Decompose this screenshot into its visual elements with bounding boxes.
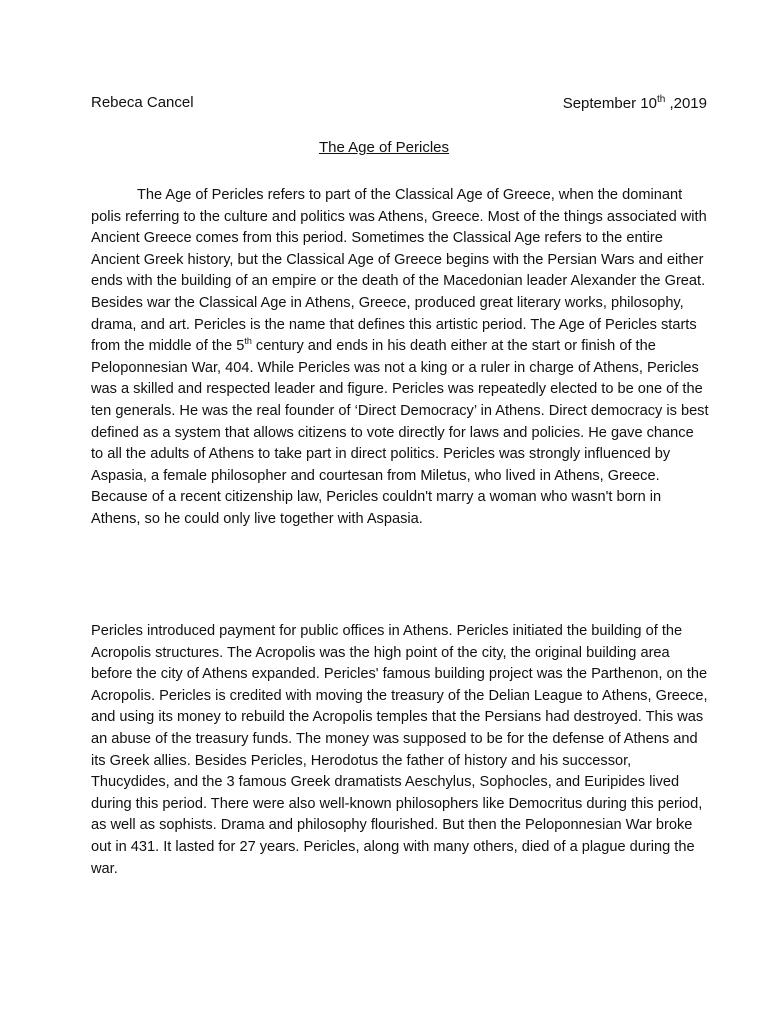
paragraph-2: Pericles introduced payment for public offices in Athens. Pericles initiated the building of the Acropolis structures. The Acropolis was the high point of the city, the original building area before the city of Athens expanded. Pericles' famous building project was the Parthenon, on the Acropolis. Pericles is credited with moving the treasury of the Delian League to Athens, Greece, and using its money to rebuild the Acropolis temples that the Persians had destroyed. This was an abuse of the treasury funds. The money was supposed to be for the defense of Athens and its Greek allies. Besides Pericles, Herodotus the father of history and his successor, Thucydides, and the 3 famous Greek dramatists Aeschylus, Sophocles, and Euripides lived during this period. There were also well-known philosophers like Democritus during this period, as well as sophists. Drama and philosophy flourished. But then the Peloponnesian War broke out in 431. It lasted for 27 years. Pericles, along with many others, died of a plague during the war. (91, 623, 708, 877)
date-superscript: th (656, 94, 666, 105)
author-name: Rebeca Cancel (91, 94, 194, 111)
paragraph-1-superscript: th (244, 336, 252, 347)
document-date (563, 94, 707, 112)
paragraph-1-part-2: century and ends in his death either at the start or finish of the Peloponnesian War, 404. While Pericles was not a king or a ruler in charge of Athens, Pericles was a skilled and respected leader and figure. Pericles was repeatedly elected to be one of the ten generals. He was the real founder of ‘Direct Democracy’ in Athens. Direct democracy is best defined as a system that allows citizens to vote directly for laws and policies. He gave chance to all the adults of Athens to take part in direct politics. Pericles was strongly influenced by Aspasia, a female philosopher and courtesan from Miletus, who lived in Athens, Greece. Because of a recent citizenship law, Pericles couldn't marry a woman who wasn't born in Athens, so he could only live together with Aspasia. (91, 338, 709, 527)
paragraph-1-part-1: The Age of Pericles refers to part of the Classical Age of Greece, when the dominant polis referring to the culture and politics was Athens, Greece. Most of the things associated with Ancient Greece comes from this period. Sometimes the Classical Age refers to the entire Ancient Greek history, but the Classical Age of Greece begins with the Persian Wars and either ends with the building of an empire or the death of the Macedonian leader Alexander the Great. Besides war the Classical Age in Athens, Greece, produced great literary works, philosophy, drama, and art. Pericles is the name that defines this artistic period. The Age of Pericles starts from the middle of the 5 (91, 187, 707, 355)
date-prefix: September 10 (562, 95, 657, 112)
document-title: The Age of Pericles (318, 139, 450, 156)
paragraph-1 (91, 185, 709, 531)
date-suffix: ,2019 (665, 95, 707, 112)
document-header (91, 94, 707, 118)
